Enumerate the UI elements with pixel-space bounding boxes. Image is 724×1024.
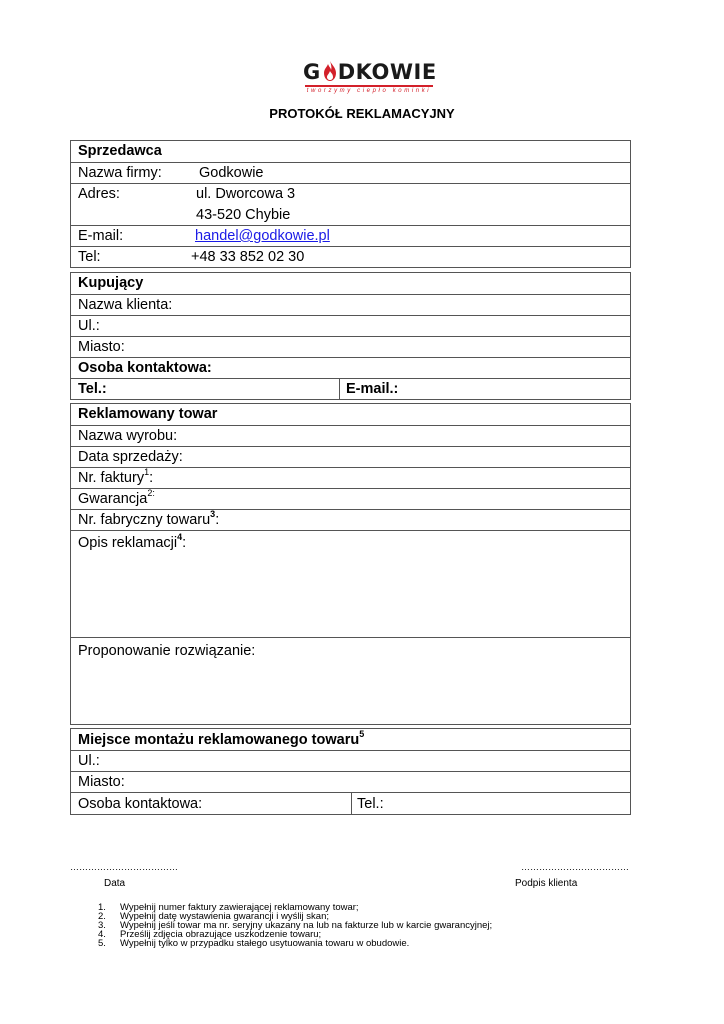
- warranty-label-text: Gwarancja: [78, 491, 148, 507]
- company-value: Godkowie: [199, 165, 264, 181]
- footnote-ref-2: 2:: [147, 488, 155, 499]
- buyer-email-label: E-mail.:: [346, 381, 399, 397]
- product-header-row: [71, 404, 630, 425]
- company-label: Nazwa firmy:: [78, 165, 162, 181]
- buyer-header: Kupujący: [78, 275, 144, 291]
- invoice-label: [78, 468, 153, 488]
- footnotes-list: [98, 903, 492, 948]
- warranty-row[interactable]: [71, 488, 630, 509]
- footnote-5: [98, 939, 492, 948]
- footnote-text: Wypełnij tylko w przypadku stałego usytuowania towaru w obudowie.: [120, 938, 410, 949]
- date-signature-line[interactable]: ………………………………: [70, 862, 178, 872]
- installation-section: [70, 728, 631, 815]
- warranty-label: [78, 489, 155, 509]
- installation-city-label: Miasto:: [78, 774, 125, 790]
- footnote-number: 1.: [98, 902, 106, 913]
- buyer-header-row: [71, 273, 630, 294]
- footnote-ref-5: 5: [359, 729, 365, 740]
- sale-date-row[interactable]: [71, 446, 630, 467]
- date-label: Data: [104, 878, 126, 889]
- footnote-text: Wypełnij datę wystawienia gwarancji i wyślij skan;: [120, 911, 329, 922]
- sale-date-label: Data sprzedaży:: [78, 449, 183, 465]
- buyer-section: [70, 272, 631, 400]
- description-label-colon: :: [182, 535, 187, 551]
- installation-contact-label: Osoba kontaktowa:: [78, 796, 203, 812]
- footnote-number: 2.: [98, 911, 106, 922]
- footnote-text: Prześlij zdjęcia obrazujące uszkodzenie towaru;: [120, 929, 322, 940]
- footnote-number: 4.: [98, 929, 106, 940]
- installation-contact-row[interactable]: [71, 792, 630, 815]
- footnote-text: Wypełnij numer faktury zawierającej reklamowany towar;: [120, 902, 359, 913]
- divider: [339, 379, 340, 400]
- logo-wordmark: [303, 60, 437, 84]
- buyer-name-row[interactable]: [71, 294, 630, 315]
- product-name-row[interactable]: [71, 425, 630, 446]
- serial-label-colon: :: [215, 512, 220, 528]
- buyer-contact-row[interactable]: [71, 357, 630, 378]
- seller-header: Sprzedawca: [78, 143, 162, 159]
- buyer-tel-label: Tel.:: [78, 381, 107, 397]
- footnote-ref-4: 4: [177, 532, 183, 543]
- logo-underline: [305, 85, 433, 87]
- buyer-city-label: Miasto:: [78, 339, 125, 355]
- buyer-street-row[interactable]: [71, 315, 630, 336]
- logo-wordmark-start: G: [303, 60, 321, 84]
- buyer-street-label: Ul.:: [78, 318, 100, 334]
- seller-section: [70, 140, 631, 268]
- logo-tagline: tworzymy ciepło kominki: [306, 88, 432, 94]
- company-logo: [303, 60, 435, 96]
- solution-area[interactable]: [71, 637, 630, 725]
- address-label: Adres:: [78, 186, 120, 202]
- buyer-city-row[interactable]: [71, 336, 630, 357]
- address-line1: ul. Dworcowa 3: [196, 186, 296, 202]
- address-line2: 43-520 Chybie: [196, 207, 291, 223]
- footnote-number: 5.: [98, 938, 106, 949]
- installation-header-row: [71, 729, 630, 750]
- flame-icon: [322, 60, 338, 82]
- description-label: [78, 533, 186, 553]
- installation-header: [78, 730, 364, 750]
- product-name-label: Nazwa wyrobu:: [78, 428, 178, 444]
- serial-label: [78, 510, 219, 530]
- seller-address-row: [71, 183, 630, 225]
- installation-street-row[interactable]: [71, 750, 630, 771]
- logo-wordmark-end: DKOWIE: [337, 60, 437, 84]
- footnote-ref-1: 1: [144, 467, 150, 478]
- solution-label: Proponowanie rozwiązanie:: [78, 643, 256, 659]
- buyer-tel-email-row: [71, 378, 630, 400]
- installation-tel-label: Tel.:: [357, 796, 384, 812]
- invoice-label-colon: :: [149, 470, 154, 486]
- divider: [351, 793, 352, 815]
- serial-row[interactable]: [71, 509, 630, 530]
- description-area[interactable]: [71, 530, 630, 637]
- seller-email-row: [71, 225, 630, 246]
- product-section: [70, 403, 631, 725]
- installation-header-text: Miejsce montażu reklamowanego towaru: [78, 732, 360, 748]
- seller-header-row: [71, 141, 630, 162]
- seller-company-row: [71, 162, 630, 183]
- description-label-text: Opis reklamacji: [78, 535, 178, 551]
- invoice-row[interactable]: [71, 467, 630, 488]
- seller-email-label: E-mail:: [78, 228, 124, 244]
- invoice-label-text: Nr. faktury: [78, 470, 145, 486]
- buyer-contact-label: Osoba kontaktowa:: [78, 360, 212, 376]
- footnote-number: 3.: [98, 920, 106, 931]
- serial-label-text: Nr. fabryczny towaru: [78, 512, 211, 528]
- footnote-text: Wypełnij jeśli towar ma nr. seryjny ukazany na lub na fakturze lub w karcie gwarancyjnej;: [120, 920, 493, 931]
- seller-email-link[interactable]: handel@godkowie.pl: [195, 228, 330, 244]
- installation-street-label: Ul.:: [78, 753, 100, 769]
- client-signature-line[interactable]: ………………………………: [521, 862, 629, 872]
- client-name-label: Nazwa klienta:: [78, 297, 173, 313]
- client-signature-label: Podpis klienta: [515, 878, 578, 889]
- product-header: Reklamowany towar: [78, 406, 218, 422]
- seller-phone-value: +48 33 852 02 30: [191, 249, 305, 265]
- document-title: PROTOKÓŁ REKLAMACYJNY: [269, 106, 455, 121]
- installation-city-row[interactable]: [71, 771, 630, 792]
- seller-phone-row: [71, 246, 630, 268]
- footnote-ref-3: 3: [210, 509, 216, 520]
- seller-phone-label: Tel:: [78, 249, 101, 265]
